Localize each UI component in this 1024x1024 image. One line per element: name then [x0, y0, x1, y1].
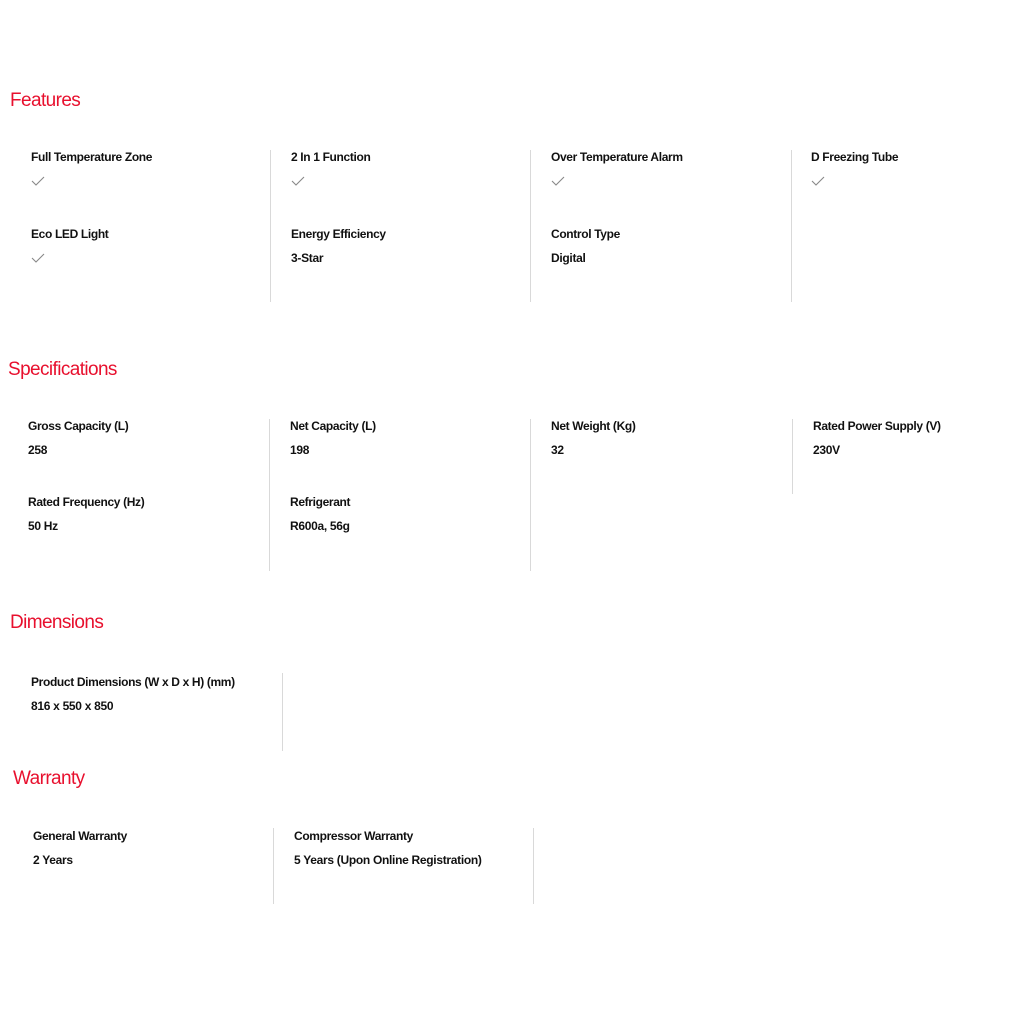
check-icon: [31, 251, 45, 265]
dimension-value: 816 x 550 x 850: [31, 699, 114, 713]
feature-value: Digital: [551, 251, 586, 265]
spec-value: 230V: [813, 443, 840, 457]
feature-value: 3-Star: [291, 251, 324, 265]
spec-label: Net Capacity (L): [290, 419, 376, 433]
spec-net-capacity: [290, 419, 530, 458]
spec-value: 258: [28, 443, 48, 457]
check-icon: [291, 174, 305, 188]
check-icon: [551, 174, 565, 188]
spec-rated-power-supply: [813, 419, 1024, 458]
spec-refrigerant: [290, 495, 530, 534]
spec-net-weight: [551, 419, 791, 458]
features-heading: Features: [10, 90, 81, 111]
check-icon: [811, 174, 825, 188]
warranty-heading: Warranty: [13, 768, 85, 789]
warranty-label: Compressor Warranty: [294, 829, 413, 843]
dimension-product-dimensions: [31, 675, 271, 714]
feature-eco-led-light: [31, 227, 271, 265]
spec-label: Refrigerant: [290, 495, 351, 509]
column-divider: [792, 419, 793, 494]
specifications-heading: Specifications: [8, 359, 117, 380]
dimensions-heading: Dimensions: [10, 612, 104, 633]
column-divider: [282, 673, 283, 751]
column-divider: [791, 150, 792, 302]
warranty-value: 5 Years (Upon Online Registration): [294, 853, 482, 867]
warranty-value: 2 Years: [33, 853, 73, 867]
feature-label: Energy Efficiency: [291, 227, 386, 241]
spec-label: Rated Frequency (Hz): [28, 495, 145, 509]
spec-label: Gross Capacity (L): [28, 419, 129, 433]
spec-value: 198: [290, 443, 310, 457]
feature-d-freezing-tube: [811, 150, 1024, 188]
spec-value: R600a, 56g: [290, 519, 350, 533]
warranty-compressor: [294, 829, 534, 868]
feature-label: 2 In 1 Function: [291, 150, 371, 164]
spec-rated-frequency: [28, 495, 268, 534]
warranty-label: General Warranty: [33, 829, 127, 843]
column-divider: [269, 419, 270, 571]
feature-label: D Freezing Tube: [811, 150, 899, 164]
spec-value: 32: [551, 443, 564, 457]
check-icon: [31, 174, 45, 188]
feature-energy-efficiency: [291, 227, 531, 266]
feature-over-temperature-alarm: [551, 150, 791, 188]
warranty-general: [33, 829, 273, 868]
feature-2-in-1-function: [291, 150, 531, 188]
column-divider: [273, 828, 274, 904]
spec-label: Net Weight (Kg): [551, 419, 636, 433]
feature-label: Control Type: [551, 227, 620, 241]
dimension-label: Product Dimensions (W x D x H) (mm): [31, 675, 235, 689]
feature-control-type: [551, 227, 791, 266]
feature-full-temperature-zone: [31, 150, 271, 188]
spec-value: 50 Hz: [28, 519, 58, 533]
feature-label: Over Temperature Alarm: [551, 150, 683, 164]
spec-label: Rated Power Supply (V): [813, 419, 941, 433]
spec-gross-capacity: [28, 419, 268, 458]
feature-label: Eco LED Light: [31, 227, 109, 241]
feature-label: Full Temperature Zone: [31, 150, 153, 164]
column-divider: [530, 419, 531, 571]
